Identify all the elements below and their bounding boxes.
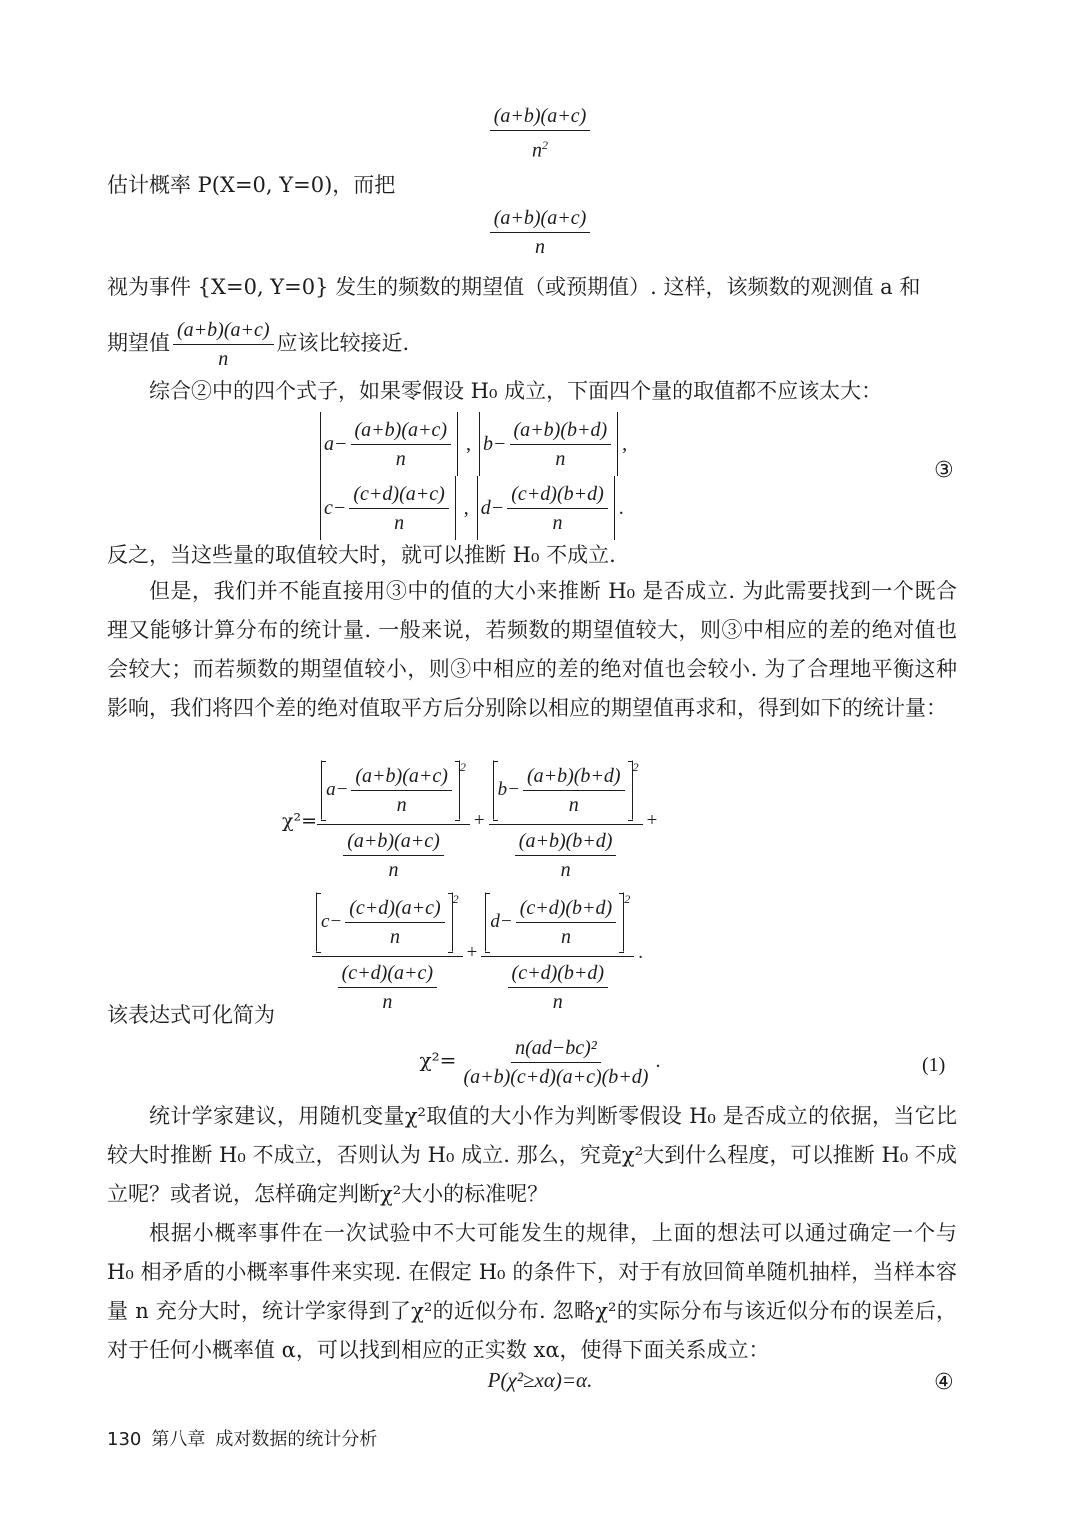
fraction-numerator: (a+b)(a+c) — [490, 206, 591, 233]
chi-term-3 — [312, 892, 463, 1014]
fraction-denominator: n — [389, 925, 400, 948]
fraction-numerator: (a+b)(a+c) — [343, 829, 444, 856]
text-line-estimate: 估计概率 P(X=0, Y=0)，而把 — [107, 173, 396, 197]
chi-square-lhs: χ²= — [419, 1048, 457, 1073]
abs-term-c — [320, 476, 456, 540]
fraction-denominator: n — [218, 348, 229, 370]
equation-expected-count — [0, 206, 1080, 259]
equation-label-1: (1) — [922, 1054, 946, 1076]
fraction-denominator: n — [388, 859, 399, 881]
chi-square-lhs: χ²= — [282, 810, 318, 832]
term-left: c− — [324, 496, 347, 519]
fraction-denominator: n — [552, 511, 563, 534]
exponent: 2 — [624, 892, 631, 906]
fraction-numerator: (c+d)(b+d) — [508, 961, 609, 988]
fraction-denominator: n — [396, 793, 407, 816]
chi-term-2 — [489, 760, 643, 882]
fraction-denominator: n — [382, 991, 393, 1013]
page-number: 130 — [107, 1429, 142, 1450]
term-left: d− — [490, 911, 513, 932]
fraction-denominator: n — [568, 793, 579, 816]
fraction-denominator: n — [534, 236, 545, 258]
fraction-denominator: (a+b)(c+d)(a+c)(b+d) — [463, 1066, 649, 1088]
equation-1: χ²= $\frac{\text{n(ad−bc)²}}{(a+b)(c+d)(a+c)(b+d)}$ . — [419, 1037, 661, 1088]
text-suffix: 应该比较接近. — [276, 331, 410, 355]
exponent: 2 — [452, 892, 459, 906]
paragraph-suggestion: 统计学家建议，用随机变量χ²取值的大小作为判断零假设 H₀ 是否成立的依据，当它比较大时推断 H₀ 不成立，否则认为 H₀ 成立. 那么，究竟χ²大到什么程度，可以推断 H₀ 不成立呢？或者说，怎样确定判断χ²大小的标准呢？ — [107, 1104, 957, 1206]
equation-block-3: a− $\frac{(a+b)(a+c)}{n}$ , b− $\frac{(a+b)(b+d)}{n}$ , c− $\frac{(c+d)(a+c)}{n}$ , d− $\frac{(c+d)(b+d)}{n}$ . — [320, 412, 760, 540]
fraction-denominator: n — [560, 925, 571, 948]
chapter-number: 第八章 — [151, 1429, 206, 1450]
text-line-simplify: 该表达式可化简为 — [107, 1003, 275, 1027]
fraction-numerator: (c+d)(b+d) — [507, 482, 608, 509]
fraction-numerator: (a+b)(b+d) — [515, 829, 617, 856]
abs-term-b — [479, 412, 618, 476]
term-left: d− — [480, 496, 505, 519]
term-left: c− — [321, 911, 343, 932]
equation-label-4: ④ — [934, 1370, 954, 1395]
fraction-numerator: n(ad−bc)² — [511, 1036, 601, 1063]
exponent: 2 — [459, 760, 466, 774]
fraction-numerator: (a+b)(b+d) — [523, 764, 625, 791]
equation-top-fraction — [0, 104, 1080, 163]
fraction-denominator: n — [395, 447, 406, 470]
equation-label-3: ③ — [934, 458, 954, 483]
fraction-denominator: n — [560, 859, 571, 881]
fraction-denominator: n — [531, 139, 542, 162]
abs-term-d — [477, 476, 615, 540]
equation-4: P(χ²≥xα)=α. — [487, 1368, 593, 1392]
fraction-numerator: (c+d)(a+c) — [345, 896, 444, 923]
term-left: b− — [497, 779, 520, 800]
fraction-numerator: (a+b)(a+c) — [351, 764, 452, 791]
fraction-numerator: (c+d)(a+c) — [338, 961, 437, 988]
paragraph-small-probability: 根据小概率事件在一次试验中不大可能发生的规律，上面的想法可以通过确定一个与 H₀ 相矛盾的小概率事件来实现. 在假定 H₀ 的条件下，对于有放回简单随机抽样，当样本容量 n 充分大时，统计学家得到了χ²的近似分布. 忽略χ²的实际分布与该近似分布的误差后，对于任何小概率值 α，可以找到相应的正实数 xα，使得下面关系成立： — [107, 1221, 957, 1362]
chi-term-4 — [481, 892, 634, 1014]
chapter-title: 成对数据的统计分析 — [215, 1429, 378, 1450]
abs-term-a — [320, 412, 458, 476]
fraction-numerator: (c+d)(a+c) — [349, 482, 448, 509]
exponent: 2 — [541, 138, 548, 152]
fraction-numerator: (a+b)(a+c) — [351, 418, 452, 445]
text-line-expected-value — [107, 318, 957, 371]
term-left: a− — [324, 432, 348, 455]
chi-term-1 — [317, 760, 470, 882]
equation-chi-square-full: χ²= a− $\frac{(a+b)(a+c)}{n}$ $^2$ $\frac{(a+b)(a+c)}{n}$ + b− $\frac{(a+b)(b+d)}{n}$ $^2$ $\frac{(a+b)(b+d)}{n}$ + c− $\frac{(c+d)(a+c)}{n}$ $^2$ $\frac{(c+d)(a+c)}{n}$ + d− $\frac{(c+d)(b+d)}{n}$ $^2$ $\frac{(c+d)(b+d)}{n}$ . — [282, 760, 658, 1013]
term-left: a− — [326, 779, 349, 800]
exponent: 2 — [632, 760, 639, 774]
text-prefix: 期望值 — [107, 331, 170, 355]
text-line-combine: 综合②中的四个式子，如果零假设 H₀ 成立，下面四个量的取值都不应该太大： — [149, 379, 883, 403]
fraction-denominator: n — [552, 991, 563, 1013]
text-line-conversely: 反之，当这些量的取值较大时，就可以推断 H₀ 不成立. — [107, 543, 616, 567]
fraction-numerator: (c+d)(b+d) — [516, 896, 617, 923]
fraction-numerator: (a+b)(a+c) — [173, 318, 274, 345]
fraction-denominator: n — [394, 511, 405, 534]
page-footer — [107, 1425, 387, 1451]
paragraph-statistic: 但是，我们并不能直接用③中的值的大小来推断 H₀ 是否成立. 为此需要找到一个既合理又能够计算分布的统计量. 一般来说，若频数的期望值较大，则③中相应的差的绝对值也会较大；而若频数的期望值较小，则③中相应的差的绝对值也会较小. 为了合理地平衡这种影响，我们将四个差的绝对值取平方后分别除以相应的期望值再求和，得到如下的统计量： — [107, 579, 957, 720]
fraction-denominator: n — [555, 447, 566, 470]
fraction-numerator: (a+b)(b+d) — [510, 418, 612, 445]
text-line-event: 视为事件 {X=0, Y=0} 发生的频数的期望值（或预期值）. 这样，该频数的观测值 a 和 — [107, 275, 921, 299]
fraction-numerator: (a+b)(a+c) — [490, 104, 591, 131]
term-left: b− — [483, 432, 507, 455]
